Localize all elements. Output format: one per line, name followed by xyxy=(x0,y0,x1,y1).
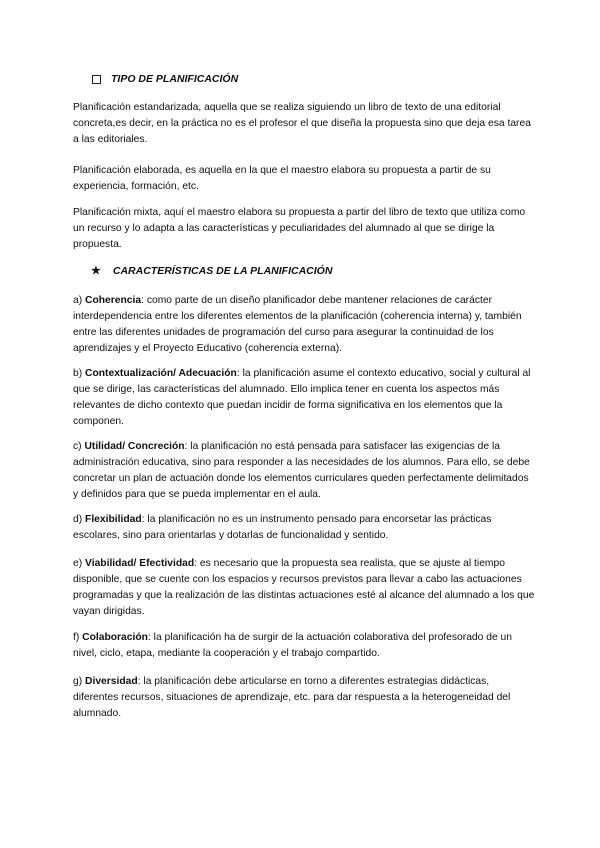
list-item-contextualizacion xyxy=(73,366,535,430)
item-text: : la planificación no está pensada para satisfacer las exigencias de la administración educativa, sino para responder a las necesidades de los alumnos. Para ello, se debe concretar un plan de actuación donde los elementos curriculares queden perfectamente delimitados y definidos para que se pueda implementar en el aula. xyxy=(73,441,530,500)
item-term: Utilidad/ Concreción xyxy=(84,441,185,452)
paragraph-estandarizada: Planificación estandarizada, aquella que se realiza siguiendo un libro de texto de una editorial concreta,es decir, en la práctica no es el profesor el que diseña la propuesta sino que deja esa tarea a las editoriales. xyxy=(73,102,531,145)
checkbox-icon xyxy=(92,75,101,84)
item-term: Coherencia xyxy=(85,295,142,306)
item-term: Flexibilidad xyxy=(85,514,142,525)
star-icon: ★ xyxy=(91,265,101,277)
section-heading-caracteristicas xyxy=(91,264,332,277)
list-item-coherencia xyxy=(73,293,535,357)
section-title: TIPO DE PLANIFICACIÓN xyxy=(111,73,239,85)
item-prefix: b) xyxy=(73,368,86,379)
item-prefix: d) xyxy=(73,514,86,525)
item-prefix: a) xyxy=(73,295,86,306)
paragraph-mixta: Planificación mixta, aquí el maestro elabora su propuesta a partir del libro de texto que utiliza como un recurso y lo adapta a las características y peculiaridades del alumnado al que se dirige la propuesta. xyxy=(73,207,526,250)
item-term: Diversidad xyxy=(85,676,138,687)
list-item-diversidad xyxy=(73,674,535,722)
item-text: : la planificación no es un instrumento pensado para encorsetar las prácticas escolares, sino para orientarlas y dotarlas de funcionalidad y sentido. xyxy=(73,514,492,541)
item-text: : es necesario que la propuesta sea realista, que se ajuste al tiempo disponible, que se cuente con los espacios y recursos previstos para llevar a cabo las actuaciones programadas y que la realización de las distintas actuaciones esté al alcance del alumnado a los que vayan dirigidas. xyxy=(73,558,535,617)
item-prefix: g) xyxy=(73,676,86,687)
section-title: CARACTERÍSTICAS DE LA PLANIFICACIÓN xyxy=(112,264,333,277)
item-text: : la planificación debe articularse en torno a diferentes estrategias didácticas, diferentes recursos, situaciones de aprendizaje, etc. para dar respuesta a la heterogeneidad del alumnado. xyxy=(73,676,511,719)
item-text: : la planificación ha de surgir de la actuación colaborativa del profesorado de un nivel, ciclo, etapa, mediante la cooperación y el trabajo compartido. xyxy=(73,632,513,659)
section-heading-tipo xyxy=(92,73,238,85)
list-item-utilidad xyxy=(73,439,535,503)
item-term: Viabilidad/ Efectividad xyxy=(85,558,195,569)
list-item-flexibilidad xyxy=(73,512,535,544)
list-item-viabilidad xyxy=(73,556,535,620)
list-item-colaboracion xyxy=(73,630,535,662)
item-text: : como parte de un diseño planificador debe mantener relaciones de carácter interdependencia entre los diferentes elementos de la planificación (coherencia interna) y, también entre las diferentes unidades de programación del curso para asegurar la continuidad de los aprendizajes y el Proyecto Educativo (coherencia externa). xyxy=(73,295,522,354)
item-text: : la planificación asume el contexto educativo, social y cultural al que se dirige, las características del alumnado. Ello implica tener en cuenta los aspectos más relevantes de dicho contexto que puedan incidir de forma significativa en los elementos que la componen. xyxy=(73,368,531,427)
item-prefix: c) xyxy=(73,441,85,452)
item-prefix: f) xyxy=(73,632,83,643)
item-term: Contextualización/ Adecuación xyxy=(85,368,237,379)
paragraph-elaborada: Planificación elaborada, es aquella en la que el maestro elabora su propuesta a partir de su experiencia, formación, etc. xyxy=(73,165,491,192)
item-prefix: e) xyxy=(73,558,86,569)
item-term: Colaboración xyxy=(82,632,148,643)
